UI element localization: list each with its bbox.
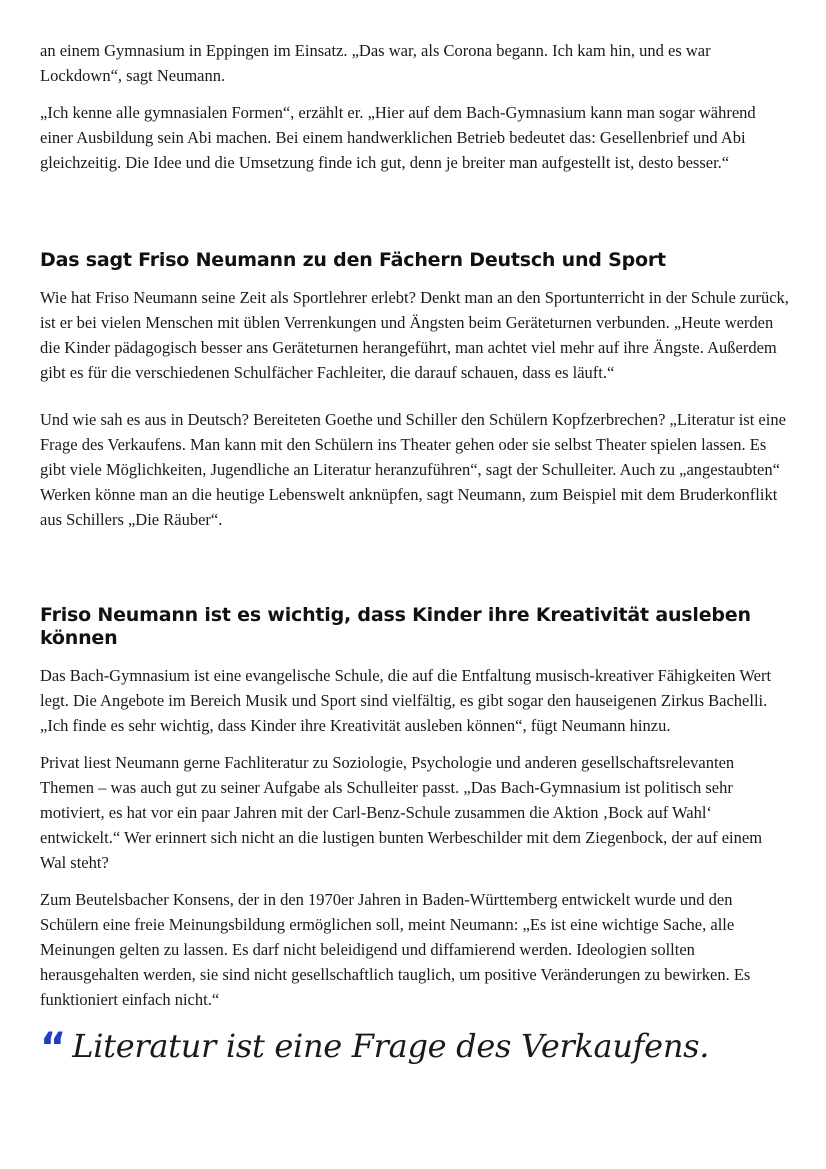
section2-paragraph-1: Das Bach-Gymnasium ist eine evangelische Schule, die auf die Entfaltung musisch-kreativer Fähigkeiten Wert legt. Die Angebote im Bereich Musik und Sport sind vielfältig, es gibt sogar den hauseigenen Zirkus Bachelli. „Ich finde es sehr wichtig, dass Kinder ihre Kreativität ausleben können“, fügt Neumann hinzu. <box>40 666 772 735</box>
intro-paragraph-1: an einem Gymnasium in Eppingen im Einsatz. „Das war, als Corona begann. Ich kam hin, und es war Lockdown“, sagt Neumann. <box>40 41 711 85</box>
article-body <box>40 38 790 1071</box>
section2-paragraph-2: Privat liest Neumann gerne Fachliteratur zu Soziologie, Psychologie und anderen gesellschaftsrelevanten Themen – was auch gut zu seiner Aufgabe als Schulleiter passt. „Das Bach-Gymnasium ist politisch sehr motiviert, es hat vor ein paar Jahren mit der Carl-Benz-Schule zusammen die Aktion ‚Bock auf Wahl‘ entwickelt.“ Wer erinnert sich nicht an die lustigen bunten Werbeschilder mit dem Ziegenbock, der auf einem Wal steht? <box>40 753 763 872</box>
quote-mark-icon: “ <box>40 1025 67 1071</box>
pull-quote-text: Literatur ist eine Frage des Verkaufens. <box>72 1027 710 1065</box>
section-heading-deutsch-sport: Das sagt Friso Neumann zu den Fächern Deutsch und Sport <box>40 249 666 271</box>
section1-paragraph-1: Wie hat Friso Neumann seine Zeit als Sportlehrer erlebt? Denkt man an den Sportunterricht in der Schule zurück, ist er bei vielen Menschen mit üblen Verrenkungen und Ängsten beim Geräteturnen verbunden. „Heute werden die Kinder pädagogisch besser ans Geräteturnen herangeführt, man achtet viel mehr auf ihre Ängste. Außerdem gibt es für die verschiedenen Schulfächer Fachleiter, die darauf schauen, dass es läuft.“ <box>40 288 789 382</box>
pull-quote <box>40 1025 790 1071</box>
section2-paragraph-3: Zum Beutelsbacher Konsens, der in den 1970er Jahren in Baden-Württemberg entwickelt wurde und den Schülern eine freie Meinungsbildung ermöglichen soll, meint Neumann: „Es ist eine wichtige Sache, alle Meinungen gelten zu lassen. Es darf nicht beleidigend und diffamierend werden. Ideologien sollten herausgehalten werden, sie sind nicht gesellschaftlich tauglich, um positive Veränderungen zu bewirken. Es funktioniert einfach nicht.“ <box>40 890 751 1009</box>
intro-paragraph-2: „Ich kenne alle gymnasialen Formen“, erzählt er. „Hier auf dem Bach-Gymnasium kann man sogar während einer Ausbildung sein Abi machen. Bei einem handwerklichen Betrieb bedeutet das: Gesellenbrief und Abi gleichzeitig. Die Idee und die Umsetzung finde ich gut, denn je breiter man aufgestellt ist, desto besser.“ <box>40 103 756 172</box>
section1-paragraph-2: Und wie sah es aus in Deutsch? Bereiteten Goethe und Schiller den Schülern Kopfzerbrechen? „Literatur ist eine Frage des Verkaufens. Man kann mit den Schülern ins Theater gehen oder sie selbst Theater spielen lassen. Es gibt viele Möglichkeiten, Jugendliche an Literatur heranzuführen“, sagt der Schulleiter. Auch zu „angestaubten“ Werken könne man an die heutige Lebenswelt anknüpfen, sagt Neumann, zum Beispiel mit dem Bruderkonflikt aus Schillers „Die Räuber“. <box>40 410 786 529</box>
section-heading-kreativitaet: Friso Neumann ist es wichtig, dass Kinder ihre Kreativität ausleben können <box>40 604 751 649</box>
